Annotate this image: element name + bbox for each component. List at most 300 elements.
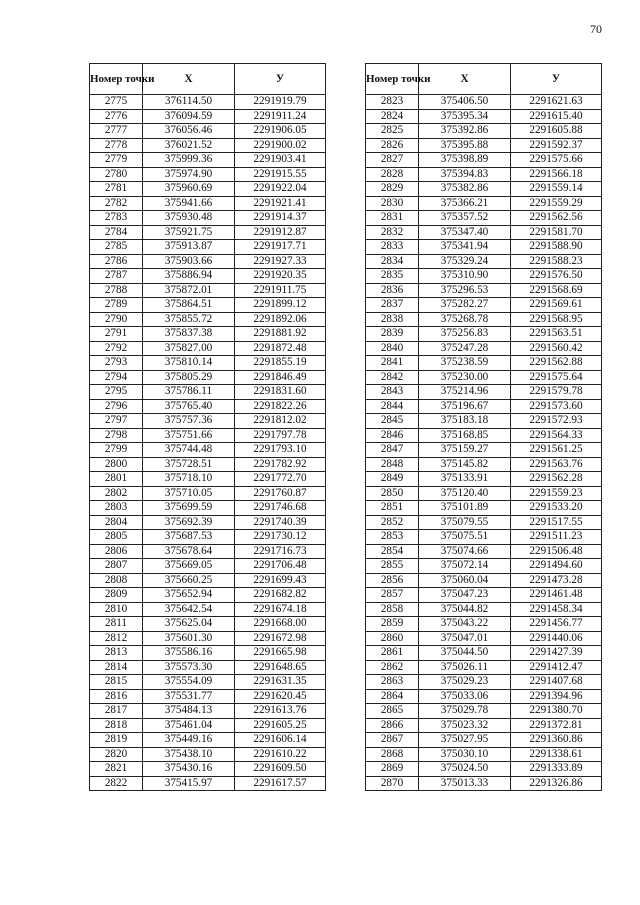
table-row bbox=[90, 544, 326, 559]
y-coordinate-cell: 2291440.06 bbox=[511, 631, 602, 646]
y-coordinate-cell: 2291427.39 bbox=[511, 646, 602, 661]
x-coordinate-cell: 375394.83 bbox=[419, 167, 511, 182]
x-coordinate-cell: 375974.90 bbox=[143, 167, 235, 182]
coordinates-table-left-body bbox=[90, 95, 326, 791]
y-coordinate-cell: 2291900.02 bbox=[235, 138, 326, 153]
point-number-cell: 2776 bbox=[90, 109, 143, 124]
table-row bbox=[366, 341, 602, 356]
y-coordinate-cell: 2291456.77 bbox=[511, 617, 602, 632]
table-row bbox=[366, 269, 602, 284]
y-coordinate-cell: 2291605.25 bbox=[235, 718, 326, 733]
x-coordinate-cell: 375586.16 bbox=[143, 646, 235, 661]
table-row bbox=[366, 515, 602, 530]
y-coordinate-cell: 2291620.45 bbox=[235, 689, 326, 704]
y-coordinate-cell: 2291760.87 bbox=[235, 486, 326, 501]
table-row bbox=[366, 747, 602, 762]
y-coordinate-cell: 2291793.10 bbox=[235, 443, 326, 458]
point-number-cell: 2826 bbox=[366, 138, 419, 153]
x-coordinate-cell: 375484.13 bbox=[143, 704, 235, 719]
point-number-cell: 2813 bbox=[90, 646, 143, 661]
table-row bbox=[366, 95, 602, 110]
table-row bbox=[90, 646, 326, 661]
point-number-cell: 2841 bbox=[366, 356, 419, 371]
y-coordinate-cell: 2291906.05 bbox=[235, 124, 326, 139]
y-coordinate-cell: 2291559.14 bbox=[511, 182, 602, 197]
point-number-cell: 2870 bbox=[366, 776, 419, 791]
y-coordinate-cell: 2291919.79 bbox=[235, 95, 326, 110]
point-number-cell: 2779 bbox=[90, 153, 143, 168]
point-number-cell: 2847 bbox=[366, 443, 419, 458]
x-coordinate-cell: 375930.48 bbox=[143, 211, 235, 226]
x-coordinate-cell: 375026.11 bbox=[419, 660, 511, 675]
point-number-cell: 2782 bbox=[90, 196, 143, 211]
table-row bbox=[90, 733, 326, 748]
x-coordinate-cell: 375060.04 bbox=[419, 573, 511, 588]
point-number-cell: 2852 bbox=[366, 515, 419, 530]
y-coordinate-cell: 2291872.48 bbox=[235, 341, 326, 356]
table-row bbox=[366, 776, 602, 791]
y-coordinate-cell: 2291563.76 bbox=[511, 457, 602, 472]
point-number-cell: 2805 bbox=[90, 530, 143, 545]
x-coordinate-cell: 375660.25 bbox=[143, 573, 235, 588]
y-coordinate-cell: 2291506.48 bbox=[511, 544, 602, 559]
point-number-cell: 2777 bbox=[90, 124, 143, 139]
point-number-cell: 2851 bbox=[366, 501, 419, 516]
point-number-cell: 2849 bbox=[366, 472, 419, 487]
point-number-cell: 2845 bbox=[366, 414, 419, 429]
y-coordinate-cell: 2291716.73 bbox=[235, 544, 326, 559]
table-row bbox=[90, 196, 326, 211]
y-coordinate-cell: 2291740.39 bbox=[235, 515, 326, 530]
y-coordinate-cell: 2291559.29 bbox=[511, 196, 602, 211]
point-number-cell: 2821 bbox=[90, 762, 143, 777]
y-coordinate-cell: 2291674.18 bbox=[235, 602, 326, 617]
table-row bbox=[366, 254, 602, 269]
y-coordinate-cell: 2291564.33 bbox=[511, 428, 602, 443]
table-row bbox=[90, 312, 326, 327]
y-coordinate-cell: 2291855.19 bbox=[235, 356, 326, 371]
point-number-cell: 2838 bbox=[366, 312, 419, 327]
header-y: У bbox=[235, 64, 326, 95]
point-number-cell: 2791 bbox=[90, 327, 143, 342]
table-row bbox=[366, 312, 602, 327]
table-row bbox=[366, 124, 602, 139]
table-row bbox=[90, 356, 326, 371]
y-coordinate-cell: 2291881.92 bbox=[235, 327, 326, 342]
table-row bbox=[90, 254, 326, 269]
y-coordinate-cell: 2291730.12 bbox=[235, 530, 326, 545]
table-row bbox=[90, 501, 326, 516]
point-number-cell: 2807 bbox=[90, 559, 143, 574]
header-point-number: Номер точки bbox=[90, 64, 143, 95]
y-coordinate-cell: 2291782.92 bbox=[235, 457, 326, 472]
y-coordinate-cell: 2291915.55 bbox=[235, 167, 326, 182]
point-number-cell: 2842 bbox=[366, 370, 419, 385]
table-row bbox=[366, 327, 602, 342]
x-coordinate-cell: 375268.78 bbox=[419, 312, 511, 327]
point-number-cell: 2801 bbox=[90, 472, 143, 487]
point-number-cell: 2819 bbox=[90, 733, 143, 748]
y-coordinate-cell: 2291338.61 bbox=[511, 747, 602, 762]
table-row bbox=[90, 385, 326, 400]
y-coordinate-cell: 2291592.37 bbox=[511, 138, 602, 153]
table-row bbox=[366, 109, 602, 124]
y-coordinate-cell: 2291672.98 bbox=[235, 631, 326, 646]
point-number-cell: 2848 bbox=[366, 457, 419, 472]
table-row bbox=[90, 457, 326, 472]
x-coordinate-cell: 375024.50 bbox=[419, 762, 511, 777]
y-coordinate-cell: 2291911.24 bbox=[235, 109, 326, 124]
y-coordinate-cell: 2291911.75 bbox=[235, 283, 326, 298]
y-coordinate-cell: 2291473.28 bbox=[511, 573, 602, 588]
x-coordinate-cell: 375864.51 bbox=[143, 298, 235, 313]
point-number-cell: 2799 bbox=[90, 443, 143, 458]
x-coordinate-cell: 375601.30 bbox=[143, 631, 235, 646]
x-coordinate-cell: 375855.72 bbox=[143, 312, 235, 327]
table-row bbox=[90, 631, 326, 646]
table-row bbox=[366, 573, 602, 588]
table-row bbox=[90, 298, 326, 313]
y-coordinate-cell: 2291831.60 bbox=[235, 385, 326, 400]
y-coordinate-cell: 2291562.56 bbox=[511, 211, 602, 226]
point-number-cell: 2812 bbox=[90, 631, 143, 646]
x-coordinate-cell: 375999.36 bbox=[143, 153, 235, 168]
table-row bbox=[366, 457, 602, 472]
table-row bbox=[366, 298, 602, 313]
y-coordinate-cell: 2291812.02 bbox=[235, 414, 326, 429]
table-row bbox=[366, 472, 602, 487]
point-number-cell: 2811 bbox=[90, 617, 143, 632]
x-coordinate-cell: 375430.16 bbox=[143, 762, 235, 777]
x-coordinate-cell: 375554.09 bbox=[143, 675, 235, 690]
x-coordinate-cell: 375310.90 bbox=[419, 269, 511, 284]
y-coordinate-cell: 2291566.18 bbox=[511, 167, 602, 182]
table-row bbox=[90, 588, 326, 603]
x-coordinate-cell: 375075.51 bbox=[419, 530, 511, 545]
point-number-cell: 2808 bbox=[90, 573, 143, 588]
x-coordinate-cell: 375101.89 bbox=[419, 501, 511, 516]
table-row bbox=[90, 559, 326, 574]
table-row bbox=[366, 443, 602, 458]
point-number-cell: 2855 bbox=[366, 559, 419, 574]
table-row bbox=[90, 327, 326, 342]
x-coordinate-cell: 375382.86 bbox=[419, 182, 511, 197]
point-number-cell: 2830 bbox=[366, 196, 419, 211]
y-coordinate-cell: 2291360.86 bbox=[511, 733, 602, 748]
x-coordinate-cell: 375256.83 bbox=[419, 327, 511, 342]
x-coordinate-cell: 375827.00 bbox=[143, 341, 235, 356]
y-coordinate-cell: 2291561.25 bbox=[511, 443, 602, 458]
x-coordinate-cell: 375728.51 bbox=[143, 457, 235, 472]
table-row bbox=[366, 211, 602, 226]
y-coordinate-cell: 2291822.26 bbox=[235, 399, 326, 414]
y-coordinate-cell: 2291579.78 bbox=[511, 385, 602, 400]
page-number: 70 bbox=[590, 22, 602, 36]
point-number-cell: 2857 bbox=[366, 588, 419, 603]
point-number-cell: 2836 bbox=[366, 283, 419, 298]
y-coordinate-cell: 2291461.48 bbox=[511, 588, 602, 603]
header-x: X bbox=[419, 64, 511, 95]
y-coordinate-cell: 2291914.37 bbox=[235, 211, 326, 226]
x-coordinate-cell: 375669.05 bbox=[143, 559, 235, 574]
table-row bbox=[90, 573, 326, 588]
x-coordinate-cell: 376094.59 bbox=[143, 109, 235, 124]
table-row bbox=[90, 211, 326, 226]
table-row bbox=[90, 283, 326, 298]
table-row bbox=[90, 443, 326, 458]
x-coordinate-cell: 376021.52 bbox=[143, 138, 235, 153]
x-coordinate-cell: 375744.48 bbox=[143, 443, 235, 458]
y-coordinate-cell: 2291511.23 bbox=[511, 530, 602, 545]
x-coordinate-cell: 375029.78 bbox=[419, 704, 511, 719]
x-coordinate-cell: 375398.89 bbox=[419, 153, 511, 168]
point-number-cell: 2775 bbox=[90, 95, 143, 110]
table-row bbox=[90, 762, 326, 777]
table-row bbox=[90, 747, 326, 762]
y-coordinate-cell: 2291559.23 bbox=[511, 486, 602, 501]
point-number-cell: 2809 bbox=[90, 588, 143, 603]
point-number-cell: 2865 bbox=[366, 704, 419, 719]
x-coordinate-cell: 376114.50 bbox=[143, 95, 235, 110]
x-coordinate-cell: 375406.50 bbox=[419, 95, 511, 110]
x-coordinate-cell: 375047.23 bbox=[419, 588, 511, 603]
x-coordinate-cell: 376056.46 bbox=[143, 124, 235, 139]
table-row bbox=[90, 486, 326, 501]
point-number-cell: 2784 bbox=[90, 225, 143, 240]
x-coordinate-cell: 375678.64 bbox=[143, 544, 235, 559]
table-row bbox=[90, 515, 326, 530]
x-coordinate-cell: 375449.16 bbox=[143, 733, 235, 748]
point-number-cell: 2831 bbox=[366, 211, 419, 226]
y-coordinate-cell: 2291927.33 bbox=[235, 254, 326, 269]
point-number-cell: 2835 bbox=[366, 269, 419, 284]
y-coordinate-cell: 2291846.49 bbox=[235, 370, 326, 385]
y-coordinate-cell: 2291572.93 bbox=[511, 414, 602, 429]
point-number-cell: 2839 bbox=[366, 327, 419, 342]
point-number-cell: 2814 bbox=[90, 660, 143, 675]
table-row bbox=[90, 602, 326, 617]
x-coordinate-cell: 375786.11 bbox=[143, 385, 235, 400]
x-coordinate-cell: 375366.21 bbox=[419, 196, 511, 211]
y-coordinate-cell: 2291920.35 bbox=[235, 269, 326, 284]
table-row bbox=[90, 109, 326, 124]
x-coordinate-cell: 375247.28 bbox=[419, 341, 511, 356]
y-coordinate-cell: 2291562.88 bbox=[511, 356, 602, 371]
x-coordinate-cell: 375159.27 bbox=[419, 443, 511, 458]
table-row bbox=[90, 428, 326, 443]
table-row bbox=[90, 414, 326, 429]
x-coordinate-cell: 375903.66 bbox=[143, 254, 235, 269]
table-row bbox=[366, 370, 602, 385]
point-number-cell: 2802 bbox=[90, 486, 143, 501]
point-number-cell: 2787 bbox=[90, 269, 143, 284]
table-row bbox=[366, 356, 602, 371]
y-coordinate-cell: 2291899.12 bbox=[235, 298, 326, 313]
table-row bbox=[366, 167, 602, 182]
point-number-cell: 2843 bbox=[366, 385, 419, 400]
table-row bbox=[366, 486, 602, 501]
x-coordinate-cell: 375395.88 bbox=[419, 138, 511, 153]
x-coordinate-cell: 375133.91 bbox=[419, 472, 511, 487]
y-coordinate-cell: 2291573.60 bbox=[511, 399, 602, 414]
table-header-row bbox=[366, 64, 602, 95]
point-number-cell: 2829 bbox=[366, 182, 419, 197]
x-coordinate-cell: 375029.23 bbox=[419, 675, 511, 690]
y-coordinate-cell: 2291922.04 bbox=[235, 182, 326, 197]
table-row bbox=[90, 776, 326, 791]
table-row bbox=[366, 428, 602, 443]
y-coordinate-cell: 2291380.70 bbox=[511, 704, 602, 719]
point-number-cell: 2858 bbox=[366, 602, 419, 617]
y-coordinate-cell: 2291517.55 bbox=[511, 515, 602, 530]
table-row bbox=[366, 138, 602, 153]
table-row bbox=[366, 283, 602, 298]
point-number-cell: 2850 bbox=[366, 486, 419, 501]
coordinates-table-left bbox=[89, 63, 326, 791]
y-coordinate-cell: 2291560.42 bbox=[511, 341, 602, 356]
point-number-cell: 2818 bbox=[90, 718, 143, 733]
table-row bbox=[366, 196, 602, 211]
table-row bbox=[366, 660, 602, 675]
table-row bbox=[90, 530, 326, 545]
x-coordinate-cell: 375438.10 bbox=[143, 747, 235, 762]
x-coordinate-cell: 375214.96 bbox=[419, 385, 511, 400]
x-coordinate-cell: 375921.75 bbox=[143, 225, 235, 240]
table-row bbox=[90, 399, 326, 414]
table-row bbox=[90, 124, 326, 139]
table-row bbox=[366, 399, 602, 414]
x-coordinate-cell: 375960.69 bbox=[143, 182, 235, 197]
header-point-number: Номер точки bbox=[366, 64, 419, 95]
point-number-cell: 2846 bbox=[366, 428, 419, 443]
table-row bbox=[366, 240, 602, 255]
x-coordinate-cell: 375296.53 bbox=[419, 283, 511, 298]
x-coordinate-cell: 375805.29 bbox=[143, 370, 235, 385]
y-coordinate-cell: 2291621.63 bbox=[511, 95, 602, 110]
x-coordinate-cell: 375699.59 bbox=[143, 501, 235, 516]
table-row bbox=[366, 153, 602, 168]
x-coordinate-cell: 375238.59 bbox=[419, 356, 511, 371]
point-number-cell: 2790 bbox=[90, 312, 143, 327]
y-coordinate-cell: 2291772.70 bbox=[235, 472, 326, 487]
y-coordinate-cell: 2291458.34 bbox=[511, 602, 602, 617]
point-number-cell: 2796 bbox=[90, 399, 143, 414]
point-number-cell: 2832 bbox=[366, 225, 419, 240]
x-coordinate-cell: 375145.82 bbox=[419, 457, 511, 472]
table-row bbox=[366, 544, 602, 559]
y-coordinate-cell: 2291892.06 bbox=[235, 312, 326, 327]
table-row bbox=[90, 153, 326, 168]
y-coordinate-cell: 2291533.20 bbox=[511, 501, 602, 516]
y-coordinate-cell: 2291494.60 bbox=[511, 559, 602, 574]
point-number-cell: 2793 bbox=[90, 356, 143, 371]
point-number-cell: 2803 bbox=[90, 501, 143, 516]
table-row bbox=[366, 225, 602, 240]
point-number-cell: 2860 bbox=[366, 631, 419, 646]
y-coordinate-cell: 2291903.41 bbox=[235, 153, 326, 168]
table-row bbox=[90, 95, 326, 110]
x-coordinate-cell: 375757.36 bbox=[143, 414, 235, 429]
table-row bbox=[90, 718, 326, 733]
x-coordinate-cell: 375415.97 bbox=[143, 776, 235, 791]
y-coordinate-cell: 2291326.86 bbox=[511, 776, 602, 791]
table-row bbox=[90, 660, 326, 675]
point-number-cell: 2822 bbox=[90, 776, 143, 791]
x-coordinate-cell: 375837.38 bbox=[143, 327, 235, 342]
point-number-cell: 2792 bbox=[90, 341, 143, 356]
table-row bbox=[90, 138, 326, 153]
x-coordinate-cell: 375347.40 bbox=[419, 225, 511, 240]
x-coordinate-cell: 375072.14 bbox=[419, 559, 511, 574]
table-row bbox=[366, 559, 602, 574]
header-y: У bbox=[511, 64, 602, 95]
y-coordinate-cell: 2291665.98 bbox=[235, 646, 326, 661]
y-coordinate-cell: 2291333.89 bbox=[511, 762, 602, 777]
point-number-cell: 2780 bbox=[90, 167, 143, 182]
y-coordinate-cell: 2291581.70 bbox=[511, 225, 602, 240]
y-coordinate-cell: 2291562.28 bbox=[511, 472, 602, 487]
x-coordinate-cell: 375751.66 bbox=[143, 428, 235, 443]
point-number-cell: 2827 bbox=[366, 153, 419, 168]
coordinates-table-right-body bbox=[366, 95, 602, 791]
point-number-cell: 2861 bbox=[366, 646, 419, 661]
table-row bbox=[90, 370, 326, 385]
x-coordinate-cell: 375642.54 bbox=[143, 602, 235, 617]
x-coordinate-cell: 375074.66 bbox=[419, 544, 511, 559]
table-row bbox=[366, 762, 602, 777]
x-coordinate-cell: 375710.05 bbox=[143, 486, 235, 501]
x-coordinate-cell: 375573.30 bbox=[143, 660, 235, 675]
y-coordinate-cell: 2291394.96 bbox=[511, 689, 602, 704]
point-number-cell: 2869 bbox=[366, 762, 419, 777]
y-coordinate-cell: 2291631.35 bbox=[235, 675, 326, 690]
x-coordinate-cell: 375013.33 bbox=[419, 776, 511, 791]
y-coordinate-cell: 2291699.43 bbox=[235, 573, 326, 588]
y-coordinate-cell: 2291563.51 bbox=[511, 327, 602, 342]
table-row bbox=[90, 182, 326, 197]
table-row bbox=[90, 704, 326, 719]
point-number-cell: 2800 bbox=[90, 457, 143, 472]
point-number-cell: 2833 bbox=[366, 240, 419, 255]
table-row bbox=[366, 182, 602, 197]
x-coordinate-cell: 375810.14 bbox=[143, 356, 235, 371]
x-coordinate-cell: 375230.00 bbox=[419, 370, 511, 385]
y-coordinate-cell: 2291575.66 bbox=[511, 153, 602, 168]
x-coordinate-cell: 375652.94 bbox=[143, 588, 235, 603]
y-coordinate-cell: 2291668.00 bbox=[235, 617, 326, 632]
y-coordinate-cell: 2291606.14 bbox=[235, 733, 326, 748]
y-coordinate-cell: 2291605.88 bbox=[511, 124, 602, 139]
y-coordinate-cell: 2291576.50 bbox=[511, 269, 602, 284]
point-number-cell: 2795 bbox=[90, 385, 143, 400]
point-number-cell: 2817 bbox=[90, 704, 143, 719]
point-number-cell: 2788 bbox=[90, 283, 143, 298]
x-coordinate-cell: 375941.66 bbox=[143, 196, 235, 211]
x-coordinate-cell: 375395.34 bbox=[419, 109, 511, 124]
point-number-cell: 2824 bbox=[366, 109, 419, 124]
y-coordinate-cell: 2291588.90 bbox=[511, 240, 602, 255]
x-coordinate-cell: 375765.40 bbox=[143, 399, 235, 414]
y-coordinate-cell: 2291588.23 bbox=[511, 254, 602, 269]
y-coordinate-cell: 2291407.68 bbox=[511, 675, 602, 690]
point-number-cell: 2867 bbox=[366, 733, 419, 748]
x-coordinate-cell: 375030.10 bbox=[419, 747, 511, 762]
x-coordinate-cell: 375196.67 bbox=[419, 399, 511, 414]
x-coordinate-cell: 375120.40 bbox=[419, 486, 511, 501]
point-number-cell: 2778 bbox=[90, 138, 143, 153]
table-row bbox=[90, 240, 326, 255]
table-row bbox=[90, 472, 326, 487]
